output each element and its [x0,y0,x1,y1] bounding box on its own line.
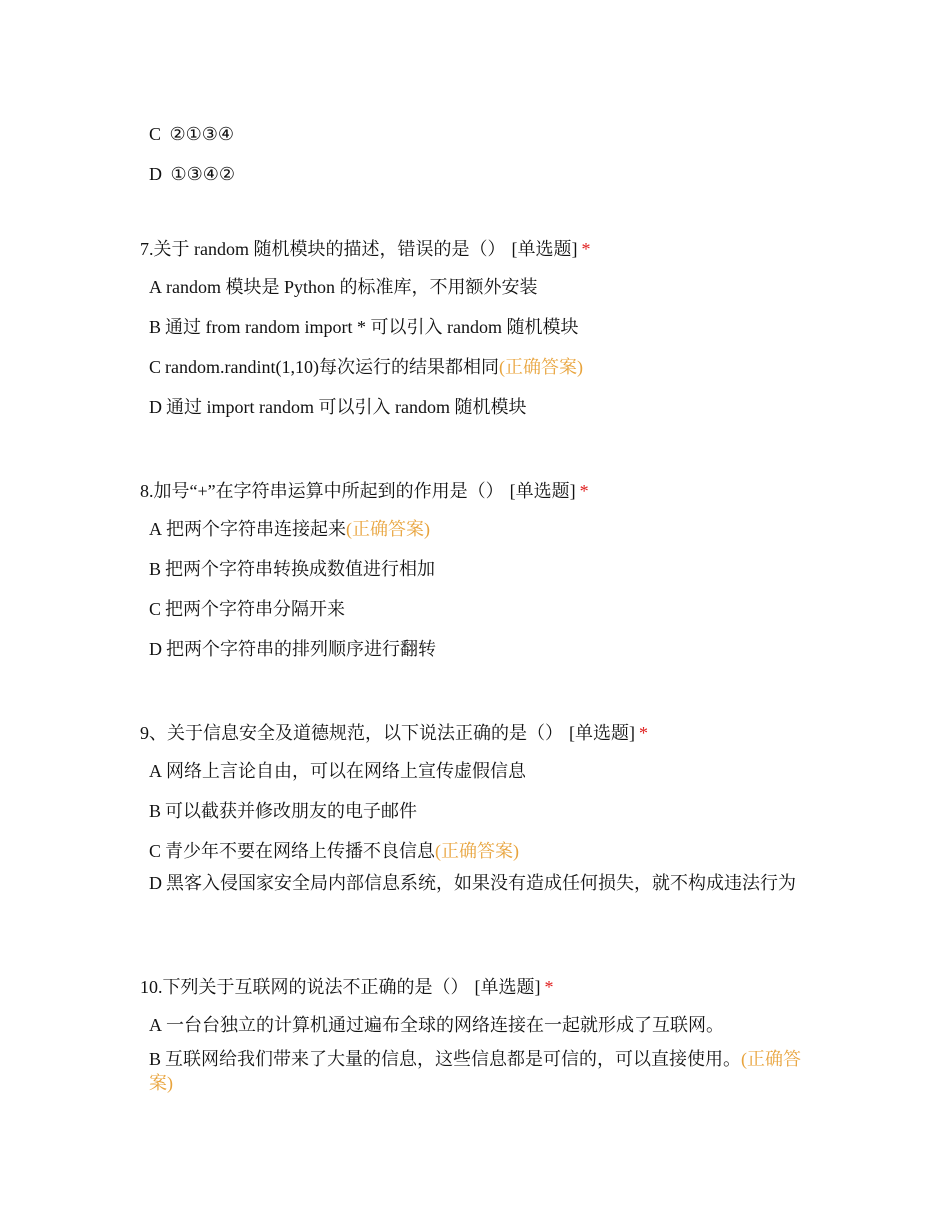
question-text: 8.加号“+”在字符串运算中所起到的作用是（） [140,481,504,501]
option-letter: C [149,357,162,377]
question-type: [单选题] [511,239,578,259]
option-text: 黑客入侵国家安全局内部信息系统，如果没有造成任何损失，就不构成违法行为 [166,873,796,893]
option-text: ②①③④ [169,124,235,144]
option-letter: D [149,397,162,417]
question-text: 9、关于信息安全及道德规范，以下说法正确的是（） [140,723,563,743]
option-text: 可以截获并修改朋友的电子邮件 [165,801,418,821]
question-10 [140,975,810,1111]
option-d [149,162,809,186]
question-8 [140,479,810,677]
option-c [149,355,810,379]
option-letter: B [149,801,162,821]
option-letter: D [149,164,162,184]
question-title [140,237,810,261]
question-type: [单选题] [509,481,576,501]
option-letter: D [149,873,162,893]
option-text: 把两个字符串转换成数值进行相加 [165,559,436,579]
option-b [149,315,810,339]
option-a [149,759,810,783]
option-d [149,871,804,895]
option-text: 网络上言论自由，可以在网络上宣传虚假信息 [166,761,526,781]
option-letter: B [149,1049,162,1069]
required-mark: * [639,723,648,743]
required-mark: * [581,239,591,259]
option-a [149,275,810,299]
option-text: 把两个字符串的排列顺序进行翻转 [166,639,436,659]
question-7 [140,237,810,435]
option-b [149,799,810,823]
question-text: 7.关于 random 随机模块的描述，错误的是（） [140,239,506,259]
question-text: 10.下列关于互联网的说法不正确的是（） [140,977,469,997]
correct-answer-label: (正确答案) [346,519,430,539]
option-letter: C [149,841,162,861]
option-c [149,597,810,621]
option-text: ①③④② [170,164,236,184]
option-c [149,839,810,863]
option-b [149,1047,804,1095]
option-text: random 模块是 Python 的标准库，不用额外安装 [166,277,538,297]
option-letter: A [149,277,162,297]
question-title [140,975,810,999]
correct-answer-label: (正确答案) [435,841,520,861]
option-text: 一台台独立的计算机通过遍布全球的网络连接在一起就形成了互联网。 [166,1015,724,1035]
option-text: 通过 from random import * 可以引入 random 随机模块 [165,317,579,337]
option-letter: A [149,1015,162,1035]
option-d [149,395,810,419]
option-letter: B [149,317,162,337]
correct-answer-label: (正确答案) [498,357,583,377]
option-letter: C [149,599,162,619]
option-c [149,122,809,146]
option-letter: D [149,639,162,659]
option-letter: A [149,519,162,539]
question-type: [单选题] [474,977,541,997]
question-title [140,721,810,745]
option-text: 把两个字符串分隔开来 [165,599,346,619]
required-mark: * [544,977,554,997]
question-type: [单选题] [569,723,635,743]
option-letter: C [149,124,162,144]
option-letter: B [149,559,162,579]
previous-question-options [149,122,809,202]
option-b [149,557,810,581]
question-title [140,479,810,503]
option-letter: A [149,761,162,781]
option-text: 青少年不要在网络上传播不良信息 [165,841,436,861]
option-a [149,517,810,541]
correct-answer-label: (正确答案) [149,1049,802,1093]
option-text: 互联网给我们带来了大量的信息，这些信息都是可信的，可以直接使用。 [165,1049,742,1069]
option-text: random.randint(1,10)每次运行的结果都相同 [165,357,499,377]
option-a [149,1013,810,1037]
option-text: 把两个字符串连接起来 [166,519,346,539]
question-9 [140,721,810,911]
option-d [149,637,810,661]
option-text: 通过 import random 可以引入 random 随机模块 [166,397,527,417]
required-mark: * [579,481,589,501]
